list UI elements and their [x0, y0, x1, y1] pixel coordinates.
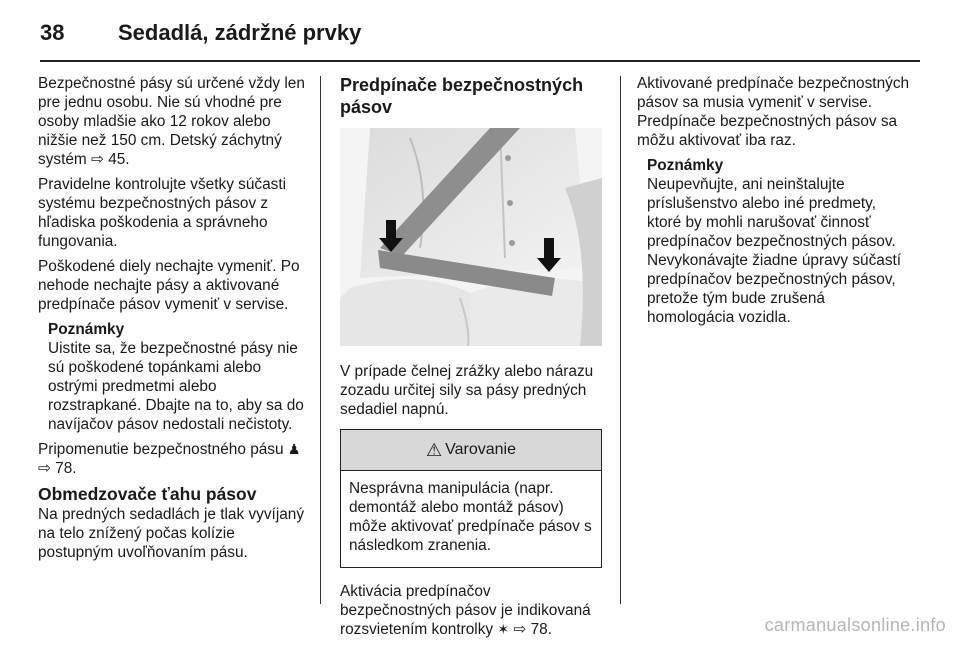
- warning-box: [340, 429, 602, 568]
- paragraph-inspection: Pravidelne kontrolujte všetky súčasti systému bezpečnostných pásov z hľadiska poškodenia a správneho fungovania.: [38, 176, 287, 250]
- note-text-2: Neupevňujte, ani neinštalujte príslušenstvo alebo iné predmety, ktoré by mohli narušovať činnosť predpínačov bezpečnostných pásov. Nevykonávajte žiadne úpravy súčastí predpínačov bezpečnostných pásov, pretože tým bude zrušená homologácia vozidla.: [647, 176, 902, 326]
- column-divider-1: [320, 76, 321, 604]
- warning-header: [341, 430, 601, 471]
- watermark: carmanualsonline.info: [764, 615, 946, 635]
- warning-body: [341, 471, 601, 567]
- paragraph-load-limiters: Na predných sedadlách je tlak vyvíjaný na telo znížený počas kolízie postupným uvoľňovaním pásu.: [38, 506, 305, 561]
- note-block: [48, 320, 306, 434]
- paragraph-replacement: Poškodené diely nechajte vymeniť. Po nehode nechajte pásy a aktivované predpínače pásov vymeniť v servise.: [38, 258, 300, 313]
- airbag-warning-icon: ✶: [497, 621, 510, 637]
- reminder-ref: ⇨ 78.: [38, 460, 77, 477]
- note-text: Uistite sa, že bezpečnostné pásy nie sú poškodené topánkami alebo ostrými predmetmi alebo rozstrapkané. Dbajte na to, aby sa do navíjačov pásov nedostali nečistoty.: [48, 340, 304, 433]
- column-2: [340, 74, 602, 645]
- seatbelt-drawing: [340, 128, 602, 346]
- section-heading-pretensioners: Predpínače bezpečnostných pásov: [340, 75, 584, 117]
- activation-text: Aktivácia predpínačov bezpečnostných pásov je indikovaná rozsvietením kontrolky: [340, 583, 591, 638]
- page-header: [40, 14, 920, 54]
- paragraph-activation: [340, 582, 602, 639]
- note-title: Poznámky: [48, 321, 125, 338]
- column-1: [38, 74, 306, 568]
- warning-icon: ⚠: [426, 439, 443, 460]
- header-rule: [40, 60, 920, 62]
- seatbelt-illustration: [340, 128, 602, 346]
- activation-ref: ⇨ 78.: [513, 621, 552, 638]
- seatbelt-reminder-icon: ♟: [287, 441, 301, 457]
- page-number: 38: [40, 20, 65, 45]
- paragraph-belt-usage: Bezpečnostné pásy sú určené vždy len pre jednu osobu. Nie sú vhodné pre osoby mladšie ako 12 rokov alebo nižšie než 150 cm. Detský záchytný systém ⇨ 45.: [38, 75, 305, 168]
- warning-title: Varovanie: [445, 441, 516, 458]
- paragraph-activated-replacement: Aktivované predpínače bezpečnostných pásov sa musia vymeniť v servise. Predpínače bezpečnostných pásov sa môžu aktivovať iba raz.: [637, 75, 910, 149]
- chapter-title: Sedadlá, zádržné prvky: [118, 20, 362, 45]
- column-divider-2: [620, 76, 621, 604]
- column-3: [637, 74, 912, 333]
- reminder-text: Pripomenutie bezpečnostného pásu: [38, 441, 284, 458]
- paragraph-reminder: [38, 440, 306, 478]
- note-block-2: [647, 156, 912, 327]
- warning-text: Nesprávna manipulácia (napr. demontáž alebo montáž pásov) môže aktivovať predpínače pásov s následkom zranenia.: [349, 480, 592, 554]
- paragraph-collision: V prípade čelnej zrážky alebo nárazu zozadu určitej sily sa pásy predných sedadiel napnú.: [340, 363, 594, 418]
- note-title-2: Poznámky: [647, 157, 724, 174]
- section-heading-load-limiters: Obmedzovače ťahu pásov: [38, 484, 257, 504]
